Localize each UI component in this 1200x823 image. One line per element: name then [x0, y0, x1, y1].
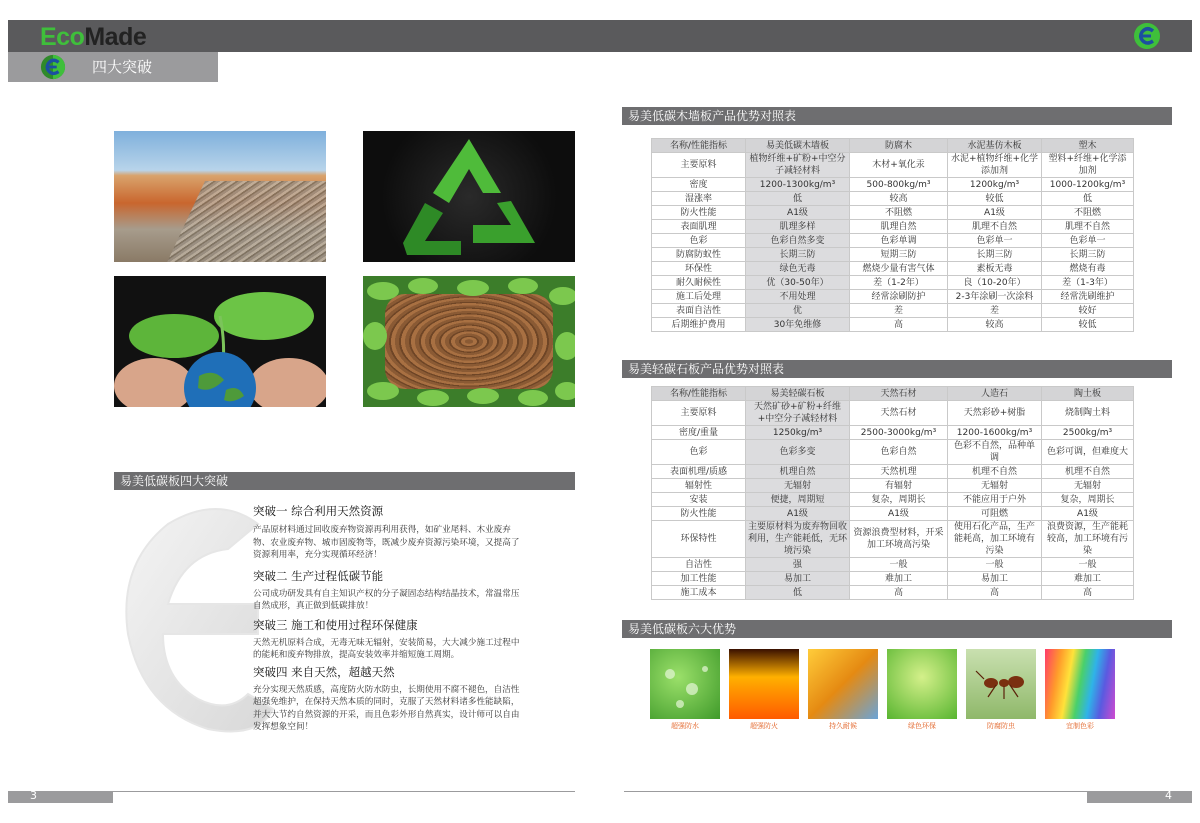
table-row [652, 178, 1134, 192]
table-row [652, 401, 1134, 426]
table-cell: 30年免维修 [746, 318, 850, 332]
table-cell: 1200-1300kg/m³ [746, 178, 850, 192]
table-row [652, 153, 1134, 178]
breakthrough-heading: 突破四 来自天然，超越天然 [253, 664, 395, 679]
table-cell: 500-800kg/m³ [850, 178, 948, 192]
advantage-label: 绿色环保 [908, 722, 936, 730]
breakthrough-text: 天然无机原料合成，无毒无味无辐射，安装简易，大大减少施工过程中的能耗和废弃物排放，提高安装效率并缩短施工周期。 [253, 637, 520, 660]
table-cell: 无辐射 [1042, 479, 1134, 493]
breakthrough-heading: 突破二 生产过程低碳节能 [253, 568, 384, 583]
table-header-cell: 天然石材 [850, 387, 948, 401]
table-cell: 植物纤维+矿粉+中空分子减轻材料 [746, 153, 850, 178]
table-row [652, 318, 1134, 332]
table-cell: 良（10-20年） [948, 276, 1042, 290]
right-footer-rule [624, 791, 1087, 792]
table-cell: 长期三防 [1042, 248, 1134, 262]
table-cell: 短期三防 [850, 248, 948, 262]
table-cell: 色彩单调 [850, 234, 948, 248]
recycle-symbol-image [363, 131, 575, 262]
left-page-bar [8, 791, 113, 803]
table-row [652, 234, 1134, 248]
table-cell: 差（1-2年） [850, 276, 948, 290]
table-cell: 长期三防 [746, 248, 850, 262]
table-cell: 较好 [1042, 304, 1134, 318]
earth-in-hands-image [114, 276, 326, 407]
breakthrough-heading: 突破一 综合利用天然资源 [253, 504, 384, 518]
table-cell: 易加工 [948, 572, 1042, 586]
table-row [652, 493, 1134, 507]
row-label-cell: 表面自洁性 [652, 304, 746, 318]
table-cell: 色彩自然多变 [746, 234, 850, 248]
weather-forest-image [808, 649, 878, 719]
stone-comparison-table [651, 386, 1134, 600]
table-cell: 1000-1200kg/m³ [1042, 178, 1134, 192]
table-header-cell: 名称/性能指标 [652, 139, 746, 153]
table-cell: 一般 [948, 558, 1042, 572]
table-header-cell: 陶土板 [1042, 387, 1134, 401]
advantage-label: 持久耐候 [829, 722, 857, 730]
color-strips-image [1045, 649, 1115, 719]
table-row [652, 220, 1134, 234]
table-cell: 色彩单一 [948, 234, 1042, 248]
row-label-cell: 湿涨率 [652, 192, 746, 206]
table-cell: 高 [948, 586, 1042, 600]
table-header-row [652, 387, 1134, 401]
table-cell: 不能应用于户外 [948, 493, 1042, 507]
table-cell: 不阻燃 [850, 206, 948, 220]
table-cell: 经常涂刷防护 [850, 290, 948, 304]
table-cell: 高 [850, 318, 948, 332]
table-cell: 木材+氧化汞 [850, 153, 948, 178]
advantage-labels [650, 721, 1120, 731]
breakthrough-heading: 突破三 施工和使用过程环保健康 [253, 617, 418, 632]
left-footer-rule [113, 791, 575, 792]
row-label-cell: 环保特性 [652, 521, 746, 558]
table-cell: 2500kg/m³ [1042, 426, 1134, 440]
table-cell: 便捷，周期短 [746, 493, 850, 507]
table-cell: 低 [1042, 192, 1134, 206]
table-cell: 色彩单一 [1042, 234, 1134, 248]
table-cell: 色彩可调，但难度大 [1042, 440, 1134, 465]
table-cell: 复杂，周期长 [1042, 493, 1134, 507]
table-cell: 不阻燃 [1042, 206, 1134, 220]
breakthrough-item [253, 568, 521, 613]
table-cell: 1200kg/m³ [948, 178, 1042, 192]
table-row [652, 262, 1134, 276]
breakthrough-text: 产品原材料通过回收废弃物资源再利用获得，如矿业尾料、木业废弃物、农业废弃物、城市固废物等，既减少废弃资源污染环境，又提高了资源利用率，充分实现循环经济！ [253, 525, 520, 560]
table-cell: 较高 [850, 192, 948, 206]
table2-header: 易美轻碳石板产品优势对照表 [622, 360, 1172, 378]
row-label-cell: 环保性 [652, 262, 746, 276]
row-label-cell: 加工性能 [652, 572, 746, 586]
table-cell: A1级 [850, 507, 948, 521]
table-header-cell: 易美低碳木墙板 [746, 139, 850, 153]
table-cell: 肌理不自然 [948, 220, 1042, 234]
table-cell: 长期三防 [948, 248, 1042, 262]
fireproof-flame-image [729, 649, 799, 719]
table-header-cell: 水泥基仿木板 [948, 139, 1042, 153]
table-cell: 肌理不自然 [1042, 220, 1134, 234]
row-label-cell: 防腐防蚁性 [652, 248, 746, 262]
table-header-cell: 人造石 [948, 387, 1042, 401]
ecomade-emblem-icon [1133, 22, 1161, 50]
row-label-cell: 后期维护费用 [652, 318, 746, 332]
table-header-cell: 易美轻碳石板 [746, 387, 850, 401]
right-page-bar [1087, 791, 1192, 803]
table-cell: 强 [746, 558, 850, 572]
table-cell: 机理自然 [746, 465, 850, 479]
row-label-cell: 表面机理/质感 [652, 465, 746, 479]
breakthrough-text: 公司成功研发具有自主知识产权的分子凝固态结构结晶技术，常温常压自然成形，真正做到低碳排放！ [253, 588, 520, 611]
row-label-cell: 施工后处理 [652, 290, 746, 304]
breakthroughs-header: 易美低碳板四大突破 [114, 472, 575, 490]
row-label-cell: 安装 [652, 493, 746, 507]
breakthroughs-list [253, 503, 521, 734]
row-label-cell: 防火性能 [652, 206, 746, 220]
table-cell: 色彩不自然，品种单调 [948, 440, 1042, 465]
table-cell: 较高 [948, 318, 1042, 332]
row-label-cell: 主要原料 [652, 153, 746, 178]
waterproof-leaf-image [650, 649, 720, 719]
row-label-cell: 色彩 [652, 234, 746, 248]
table-cell: 一般 [850, 558, 948, 572]
table-cell: 1200-1600kg/m³ [948, 426, 1042, 440]
ant-insect-image [966, 649, 1036, 719]
row-label-cell: 密度 [652, 178, 746, 192]
table-cell: 高 [1042, 586, 1134, 600]
left-page-number: 3 [30, 789, 37, 802]
table-cell: 水泥+植物纤维+化学添加剂 [948, 153, 1042, 178]
table-row [652, 572, 1134, 586]
table-cell: 差（1-3年） [1042, 276, 1134, 290]
table-row [652, 586, 1134, 600]
table-cell: 机理不自然 [1042, 465, 1134, 479]
section-emblem-icon [40, 54, 66, 80]
table-cell: 高 [850, 586, 948, 600]
wood-leaves-image [363, 276, 575, 407]
table-cell: 2-3年涂刷一次涂料 [948, 290, 1042, 304]
table-cell: 色彩多变 [746, 440, 850, 465]
advantage-label: 防腐防虫 [987, 722, 1015, 730]
wood-comparison-table [651, 138, 1134, 332]
row-label-cell: 表面肌理 [652, 220, 746, 234]
table-cell: 差 [850, 304, 948, 318]
table-cell: 差 [948, 304, 1042, 318]
table-row [652, 426, 1134, 440]
table-cell: 易加工 [746, 572, 850, 586]
table-header-cell: 防腐木 [850, 139, 948, 153]
table-row [652, 276, 1134, 290]
row-label-cell: 色彩 [652, 440, 746, 465]
table-cell: 1250kg/m³ [746, 426, 850, 440]
table-cell: 有辐射 [850, 479, 948, 493]
table-cell: 天然矿砂+矿粉+纤维+中空分子减轻材料 [746, 401, 850, 426]
breakthrough-item [253, 617, 521, 662]
table-cell: 浪费资源，生产能耗较高，加工环境有污染 [1042, 521, 1134, 558]
table-cell: A1级 [746, 206, 850, 220]
table-header-row [652, 139, 1134, 153]
table-cell: 优（30-50年） [746, 276, 850, 290]
table-cell: 肌理多样 [746, 220, 850, 234]
table-cell: 较低 [1042, 318, 1134, 332]
table-cell: 色彩自然 [850, 440, 948, 465]
table-cell: 不用处理 [746, 290, 850, 304]
table-header-cell: 塑木 [1042, 139, 1134, 153]
table-cell: 机理不自然 [948, 465, 1042, 479]
table-cell: 较低 [948, 192, 1042, 206]
table-cell: A1级 [1042, 507, 1134, 521]
table-cell: 肌理自然 [850, 220, 948, 234]
row-label-cell: 主要原料 [652, 401, 746, 426]
table-cell: 燃烧少量有害气体 [850, 262, 948, 276]
table-row [652, 440, 1134, 465]
breakthrough-item [253, 503, 521, 562]
table-cell: 天然石材 [850, 401, 948, 426]
table-row [652, 558, 1134, 572]
table-cell: 复杂，周期长 [850, 493, 948, 507]
green-leaves-image [887, 649, 957, 719]
table-cell: A1级 [746, 507, 850, 521]
table-row [652, 304, 1134, 318]
table-cell: 经常洗刷维护 [1042, 290, 1134, 304]
row-label-cell: 施工成本 [652, 586, 746, 600]
table1-header: 易美低碳木墙板产品优势对照表 [622, 107, 1172, 125]
breakthrough-item [253, 664, 521, 734]
table-row [652, 479, 1134, 493]
table-cell: 素板无毒 [948, 262, 1042, 276]
advantages-header: 易美低碳板六大优势 [622, 620, 1172, 638]
table-cell: 可阻燃 [948, 507, 1042, 521]
table-cell: 主要原材料为废弃物回收利用，生产能耗低，无环境污染 [746, 521, 850, 558]
right-page-number: 4 [1165, 789, 1172, 802]
table-cell: 优 [746, 304, 850, 318]
breakthrough-text: 充分实现天然质感，高度防火防水防虫，长期使用不腐不褪色，自洁性超强免维护，在保持天然本质的同时，克服了天然材料诸多性能缺陷，并大大节约自然资源的开采，而且色彩外形自然真实，设计师可以自由发挥想象空间！ [253, 684, 520, 732]
table-row [652, 206, 1134, 220]
advantage-label: 超强防火 [750, 722, 778, 730]
table-cell: 一般 [1042, 558, 1134, 572]
table-cell: 低 [746, 192, 850, 206]
table-cell: 无辐射 [746, 479, 850, 493]
table-cell: 天然彩砂+树脂 [948, 401, 1042, 426]
table-cell: 塑料+纤维+化学添加剂 [1042, 153, 1134, 178]
table-cell: A1级 [948, 206, 1042, 220]
table-cell: 使用石化产品，生产能耗高，加工环境有污染 [948, 521, 1042, 558]
table-header-cell: 名称/性能指标 [652, 387, 746, 401]
table-cell: 低 [746, 586, 850, 600]
table-row [652, 248, 1134, 262]
advantage-label: 超强防水 [671, 722, 699, 730]
row-label-cell: 自洁性 [652, 558, 746, 572]
table-cell: 难加工 [1042, 572, 1134, 586]
table-row [652, 192, 1134, 206]
advantage-label: 宜制色彩 [1066, 722, 1094, 730]
row-label-cell: 密度/重量 [652, 426, 746, 440]
table-cell: 绿色无毒 [746, 262, 850, 276]
table-cell: 天然机理 [850, 465, 948, 479]
mining-landscape-image [114, 131, 326, 262]
row-label-cell: 耐久耐候性 [652, 276, 746, 290]
section-title: 四大突破 [92, 58, 153, 76]
table-row [652, 507, 1134, 521]
table-cell: 烧制陶土料 [1042, 401, 1134, 426]
table-cell: 难加工 [850, 572, 948, 586]
table-cell: 资源浪费型材料，开采加工环境高污染 [850, 521, 948, 558]
table-row [652, 290, 1134, 304]
table-cell: 2500-3000kg/m³ [850, 426, 948, 440]
ecomade-logo: EcoMade [40, 23, 147, 51]
table-row [652, 521, 1134, 558]
table-cell: 燃烧有毒 [1042, 262, 1134, 276]
row-label-cell: 防火性能 [652, 507, 746, 521]
table-cell: 无辐射 [948, 479, 1042, 493]
table-row [652, 465, 1134, 479]
row-label-cell: 辐射性 [652, 479, 746, 493]
header-bar [8, 20, 1192, 52]
